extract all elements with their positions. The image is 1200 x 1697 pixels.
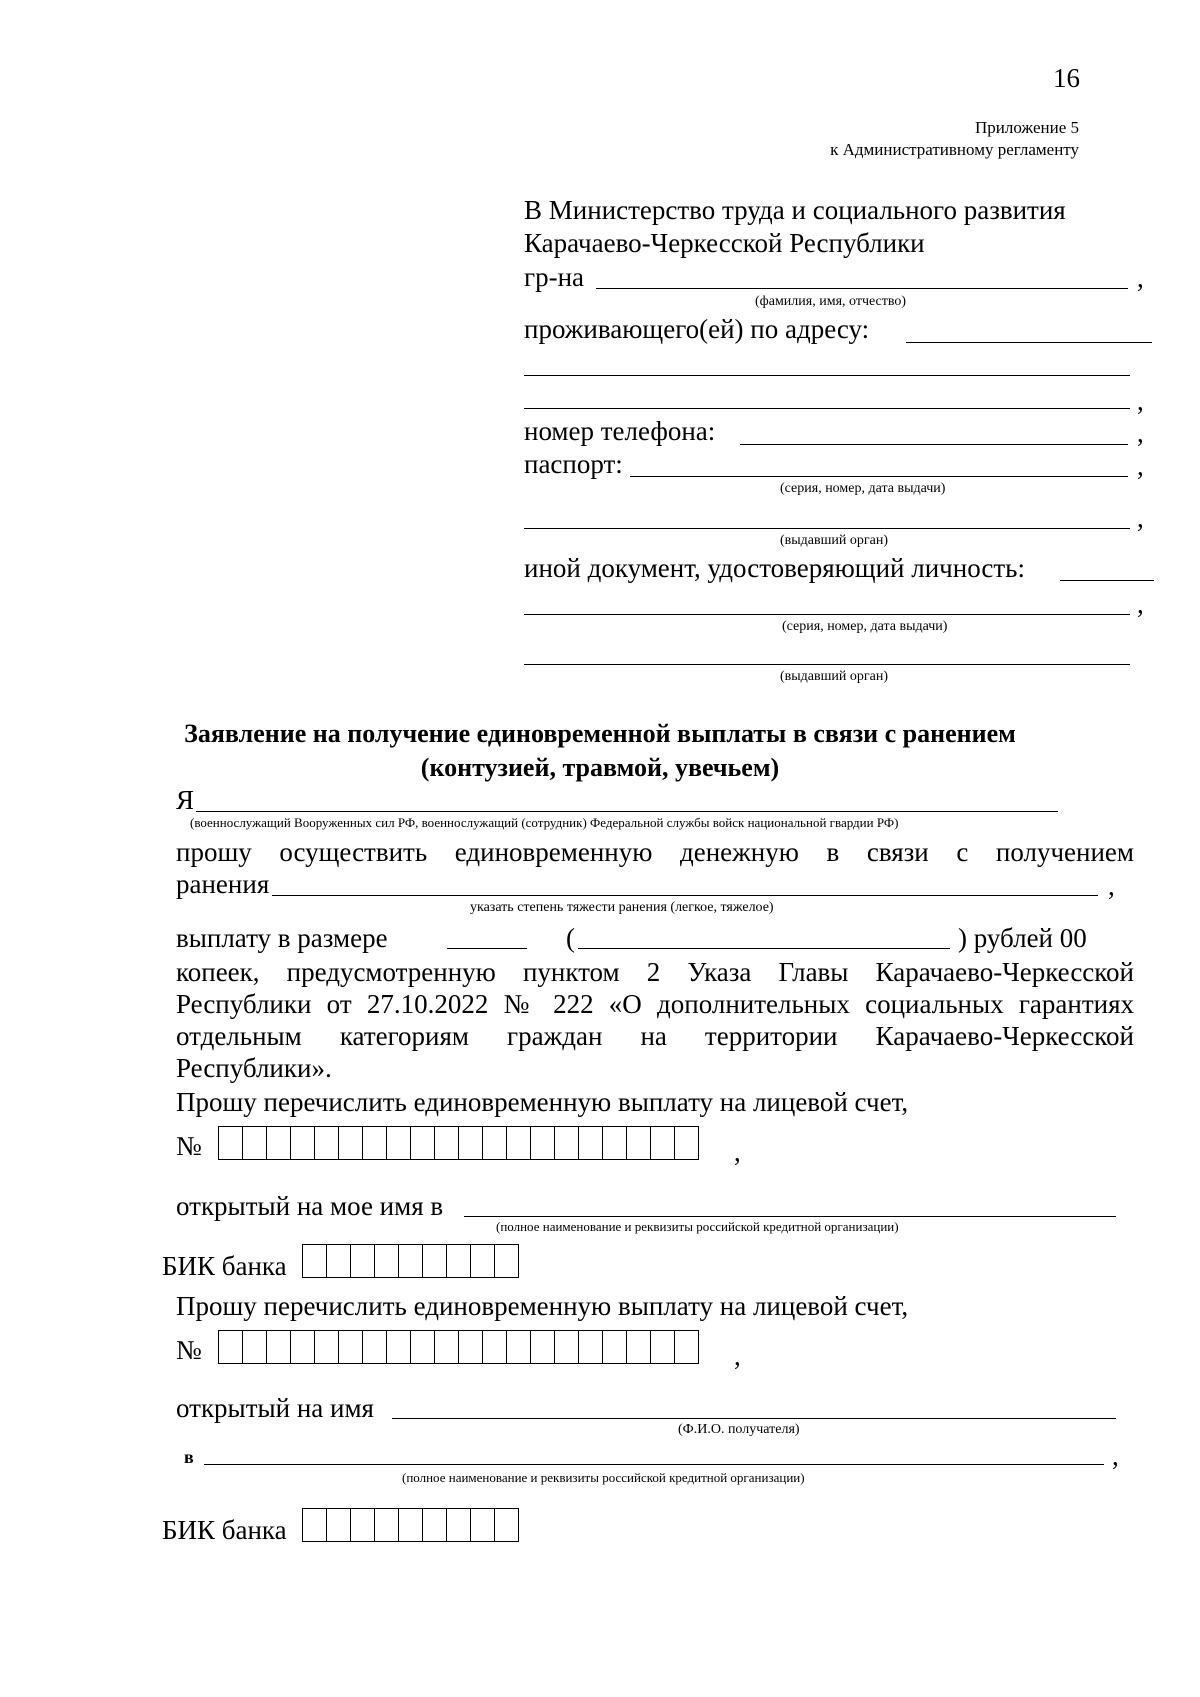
bank-caption-1: (полное наименование и реквизиты российской кредитной организации) (496, 1219, 899, 1234)
amount-field[interactable] (447, 948, 527, 949)
wound-severity-field[interactable] (272, 895, 1098, 896)
applicant-field[interactable] (196, 811, 1058, 812)
passport-caption: (серия, номер, дата выдачи) (780, 481, 946, 496)
para-line-2: Республики от 27.10.2022 № 222 «О дополнительных социальных гарантиях (176, 989, 1134, 1019)
comma: , (1137, 451, 1144, 481)
open-paren: ( (566, 923, 575, 953)
passport-field[interactable] (630, 476, 1128, 477)
opened-name-label: открытый на имя (176, 1393, 374, 1423)
passport-issuer-field[interactable] (524, 528, 1130, 529)
address-field-3[interactable] (524, 408, 1130, 409)
other-issuer-caption: (выдавший орган) (780, 669, 889, 684)
para-line-1: копеек, предусмотренную пунктом 2 Указа Главы Карачаево-Черкесской (176, 957, 1134, 987)
account-number-boxes-1[interactable] (218, 1126, 699, 1160)
para-line-4: Республики». (176, 1053, 332, 1083)
wound-label: ранения (176, 869, 270, 899)
rubles-text: ) рублей 00 (958, 923, 1087, 953)
recipient-caption: (Ф.И.О. получателя) (678, 1422, 800, 1437)
addressee-line-2: Карачаево-Черкесской Республики (524, 228, 925, 258)
bik-label-1: БИК банка (162, 1251, 287, 1281)
transfer-1-label: Прошу перечислить единовременную выплату на лицевой счет, (176, 1087, 909, 1117)
bank-caption-2: (полное наименование и реквизиты российской кредитной организации) (402, 1470, 805, 1485)
number-sign: № (176, 1131, 202, 1161)
fio-field[interactable] (596, 288, 1128, 289)
ya-label: Я (176, 785, 195, 815)
account-number-boxes-2[interactable] (218, 1330, 699, 1364)
payment-label: выплату в размере (176, 923, 388, 953)
comma: , (1137, 503, 1144, 533)
appendix-line-1: Приложение 5 (975, 118, 1079, 137)
wound-caption: указать степень тяжести ранения (легкое, тяжелое) (470, 900, 774, 915)
comma: , (734, 1137, 741, 1167)
in-label: в (184, 1447, 194, 1467)
comma: , (1137, 418, 1144, 448)
bik-boxes-2[interactable] (302, 1508, 519, 1542)
bank-field-2[interactable] (204, 1464, 1104, 1465)
fio-caption: (фамилия, имя, отчество) (755, 294, 907, 309)
comma: , (1108, 871, 1115, 901)
address-field-2[interactable] (524, 375, 1130, 376)
comma: , (1137, 386, 1144, 416)
passport-label: паспорт: (524, 449, 623, 479)
addressee-line-1: В Министерство труда и социального развития (524, 195, 1066, 225)
amount-words-field[interactable] (578, 948, 950, 949)
bik-label-2: БИК банка (162, 1515, 287, 1545)
recipient-field[interactable] (392, 1418, 1116, 1419)
comma: , (734, 1341, 741, 1371)
comma: , (1137, 589, 1144, 619)
address-field-1[interactable] (906, 342, 1152, 343)
address-label: проживающего(ей) по адресу: (524, 314, 870, 344)
other-doc-issuer-field[interactable] (524, 664, 1130, 665)
appendix-line-2: к Административному регламенту (830, 140, 1079, 159)
request-line-1: прошу осуществить единовременную денежную в связи с получением (176, 837, 1134, 867)
issuer-caption: (выдавший орган) (780, 533, 889, 548)
phone-label: номер телефона: (524, 416, 716, 446)
citizen-label: гр-на (524, 262, 584, 292)
phone-field[interactable] (740, 444, 1128, 445)
number-sign-2: № (176, 1335, 202, 1365)
comma: , (1112, 1441, 1119, 1471)
bank-field-1[interactable] (464, 1216, 1116, 1217)
bik-boxes-1[interactable] (302, 1244, 519, 1278)
document-title-line-2: (контузией, травмой, увечьем) (420, 753, 780, 782)
transfer-2-label: Прошу перечислить единовременную выплату на лицевой счет, (176, 1291, 909, 1321)
page-number: 16 (1053, 63, 1080, 93)
opened-mine-label: открытый на мое имя в (176, 1191, 444, 1221)
applicant-caption: (военнослужащий Вооруженных сил РФ, военнослужащий (сотрудник) Федеральной службы войск национальной гвардии РФ) (190, 815, 899, 830)
other-doc-caption: (серия, номер, дата выдачи) (782, 619, 948, 634)
para-line-3: отдельным категориям граждан на территории Карачаево-Черкесской (176, 1021, 1134, 1051)
other-doc-label: иной документ, удостоверяющий личность: (524, 553, 1025, 583)
other-doc-field-1[interactable] (1060, 580, 1154, 581)
document-title-line-1: Заявление на получение единовременной выплаты в связи с ранением (184, 719, 1016, 748)
comma: , (1137, 263, 1144, 293)
other-doc-field-2[interactable] (524, 614, 1130, 615)
